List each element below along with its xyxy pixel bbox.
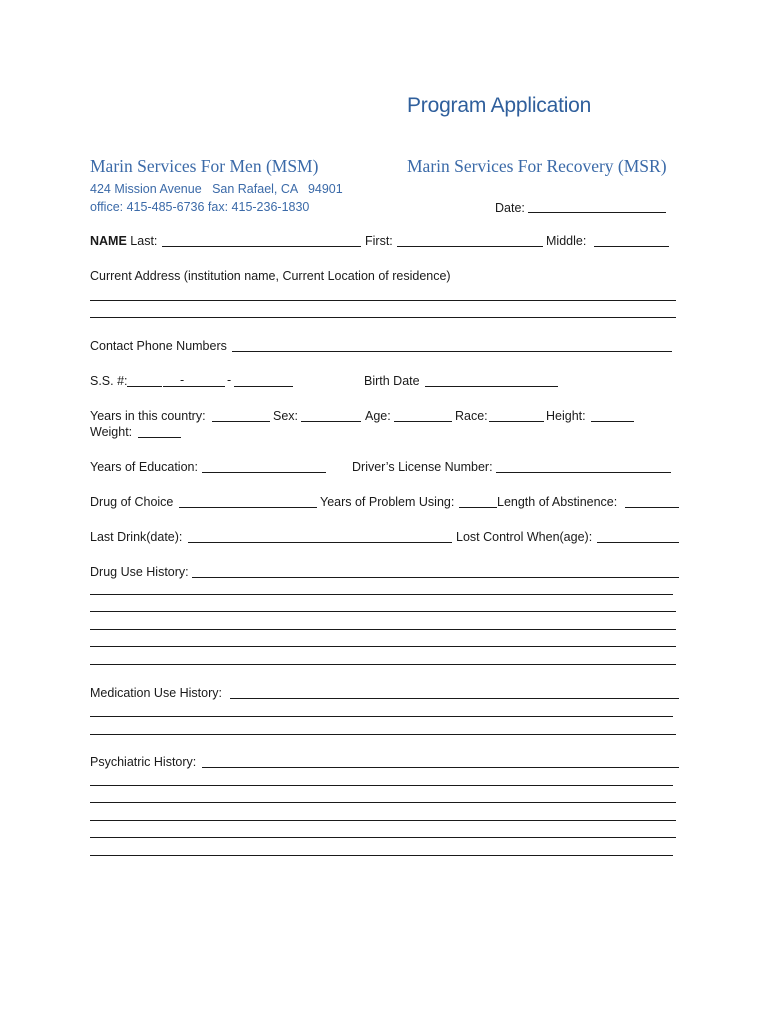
years-country-label: Years in this country:: [90, 409, 206, 423]
psychiatric-history-label: Psychiatric History:: [90, 755, 197, 769]
sex-label: Sex:: [273, 409, 299, 423]
last-name-label: Last:: [130, 234, 158, 248]
current-address-label: Current Address (institution name, Current Location of residence): [90, 269, 451, 283]
first-name-field[interactable]: [397, 246, 543, 247]
contact-phone-label: Contact Phone Numbers: [90, 339, 227, 353]
medication-history-label: Medication Use History:: [90, 686, 222, 700]
page-title: Program Application: [407, 94, 592, 117]
psychiatric-history-line-4[interactable]: [90, 820, 676, 821]
first-name-label: First:: [365, 234, 393, 248]
drug-history-line-1[interactable]: [192, 577, 679, 578]
drug-choice-field[interactable]: [179, 507, 317, 508]
weight-label: Weight:: [90, 425, 133, 439]
birth-date-label: Birth Date: [364, 374, 420, 388]
birth-date-field[interactable]: [425, 386, 558, 387]
drug-history-line-3[interactable]: [90, 611, 676, 612]
height-label: Height:: [546, 409, 586, 423]
ss-separator-2: -: [227, 373, 232, 387]
last-drink-label: Last Drink(date):: [90, 530, 183, 544]
age-label: Age:: [365, 409, 391, 423]
name-label: NAME: [90, 234, 127, 248]
org-name-msm: Marin Services For Men (MSM): [90, 156, 319, 176]
ss-field-part-2[interactable]: [163, 386, 225, 387]
last-drink-field[interactable]: [188, 542, 452, 543]
psychiatric-history-line-5[interactable]: [90, 837, 676, 838]
psychiatric-history-line-2[interactable]: [90, 785, 673, 786]
license-field[interactable]: [496, 472, 671, 473]
abstinence-label: Length of Abstinence:: [497, 495, 618, 509]
middle-name-label: Middle:: [546, 234, 587, 248]
date-label: Date:: [495, 201, 525, 215]
address-line-2[interactable]: [90, 317, 676, 318]
ss-field-part-1[interactable]: [127, 386, 162, 387]
drug-history-line-6[interactable]: [90, 664, 676, 665]
drug-history-line-2[interactable]: [90, 594, 673, 595]
abstinence-field[interactable]: [625, 507, 679, 508]
drug-history-label: Drug Use History:: [90, 565, 189, 579]
medication-history-line-3[interactable]: [90, 734, 676, 735]
org-address: 424 Mission Avenue San Rafael, CA 94901: [90, 182, 343, 196]
psychiatric-history-line-6[interactable]: [90, 855, 673, 856]
name-row: [90, 234, 157, 248]
ss-separator-1: -: [180, 373, 185, 387]
psychiatric-history-line-1[interactable]: [202, 767, 679, 768]
education-label: Years of Education:: [90, 460, 198, 474]
years-country-field[interactable]: [212, 421, 270, 422]
years-problem-label: Years of Problem Using:: [320, 495, 455, 509]
drug-history-line-5[interactable]: [90, 646, 676, 647]
years-problem-field[interactable]: [459, 507, 497, 508]
last-name-field[interactable]: [162, 246, 361, 247]
psychiatric-history-line-3[interactable]: [90, 802, 676, 803]
org-name-msr: Marin Services For Recovery (MSR): [407, 156, 667, 176]
sex-field[interactable]: [301, 421, 361, 422]
height-field[interactable]: [591, 421, 634, 422]
license-label: Driver’s License Number:: [352, 460, 493, 474]
race-field[interactable]: [489, 421, 544, 422]
lost-control-field[interactable]: [597, 542, 679, 543]
contact-phone-field[interactable]: [232, 351, 672, 352]
ss-label: S.S. #:: [90, 374, 128, 388]
org-phone-fax: office: 415-485-6736 fax: 415-236-1830: [90, 200, 310, 214]
age-field[interactable]: [394, 421, 452, 422]
date-field[interactable]: [528, 212, 666, 213]
middle-name-field[interactable]: [594, 246, 669, 247]
lost-control-label: Lost Control When(age):: [456, 530, 593, 544]
ss-field-part-3[interactable]: [234, 386, 293, 387]
weight-field[interactable]: [138, 437, 181, 438]
drug-history-line-4[interactable]: [90, 629, 676, 630]
medication-history-line-1[interactable]: [230, 698, 679, 699]
drug-choice-label: Drug of Choice: [90, 495, 174, 509]
race-label: Race:: [455, 409, 488, 423]
education-field[interactable]: [202, 472, 326, 473]
address-line-1[interactable]: [90, 300, 676, 301]
medication-history-line-2[interactable]: [90, 716, 673, 717]
